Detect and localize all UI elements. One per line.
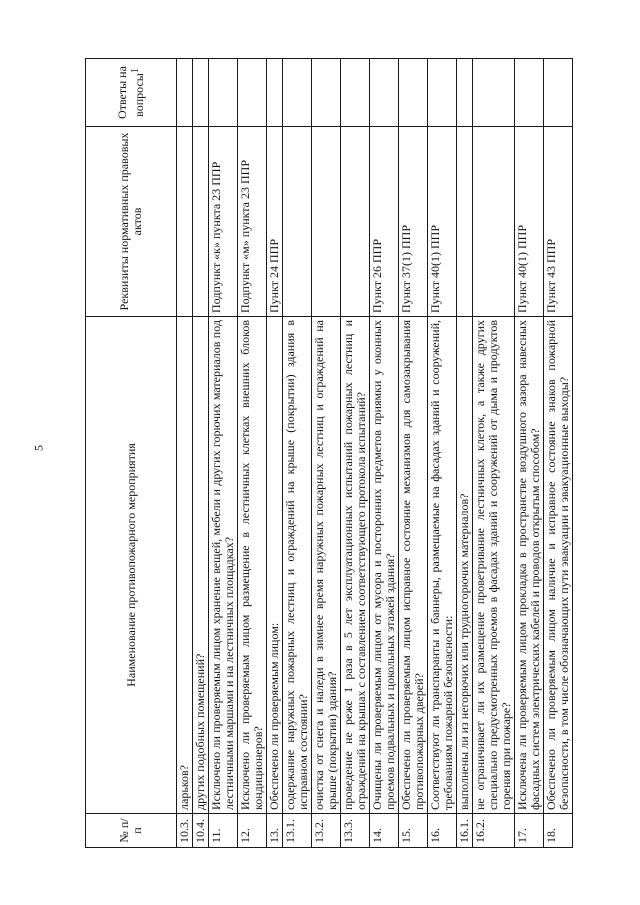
row-requisites: Подпункт «к» пункта 23 ППР [209, 126, 238, 316]
row-text: содержание наружных пожарных лестниц и ограждений на крыше (покрытии) здания в исправном состоянии? [283, 316, 312, 813]
table-row [544, 58, 573, 847]
row-text: других подобных помещений? [193, 316, 209, 813]
row-number: 16.1. [457, 813, 473, 847]
row-text: Соответствуют ли транспаранты и баннеры, размещаемые на фасадах зданий и сооружений, требованиям пожарной безопасности: [428, 316, 457, 813]
row-answer-cell[interactable] [209, 58, 238, 126]
header-name: Наименование противопожарного мероприятия [86, 316, 177, 813]
row-answer-cell[interactable] [177, 58, 193, 126]
row-requisites [457, 126, 473, 316]
row-answer-cell[interactable] [267, 58, 283, 126]
header-answers-footnote: 1 [130, 67, 141, 73]
row-number: 12. [238, 813, 267, 847]
row-requisites [473, 126, 515, 316]
row-text: Исключено ли проверяемым лицом хранение вещей, мебели и других горючих материалов под лестничными маршами и на лестничных площадках? [209, 316, 238, 813]
table-row [370, 58, 399, 847]
rotated-page [85, 58, 571, 848]
table-row [428, 58, 457, 847]
row-number: 10.4. [193, 813, 209, 847]
row-number: 15. [399, 813, 428, 847]
row-requisites: Пункт 40(1) ППР [428, 126, 457, 316]
row-number: 13. [267, 813, 283, 847]
row-requisites [312, 126, 341, 316]
row-text: не ограничивает ли их размещение проветривание лестничных клеток, а также других специально предусмотренных проемов в фасадах зданий и сооружений от дыма и продуктов горения при пожаре? [473, 316, 515, 813]
row-number: 13.1. [283, 813, 312, 847]
row-requisites: Пункт 26 ППР [370, 126, 399, 316]
table-header-row [86, 58, 177, 847]
table-row [283, 58, 312, 847]
row-answer-cell[interactable] [193, 58, 209, 126]
table-row [341, 58, 370, 847]
row-number: 18. [544, 813, 573, 847]
row-number: 11. [209, 813, 238, 847]
row-text: проведение не реже 1 раза в 5 лет эксплуатационных испытаний пожарных лестниц и ограждений на крышах с составлением соответствующего протокола испытаний? [341, 316, 370, 813]
row-number: 16. [428, 813, 457, 847]
checklist-table [85, 58, 573, 848]
row-answer-cell[interactable] [370, 58, 399, 126]
row-number: 13.3. [341, 813, 370, 847]
table-row [193, 58, 209, 847]
row-requisites: Пункт 37(1) ППР [399, 126, 428, 316]
row-text: Обеспечено ли проверяемым лицом исправное состояние механизмов для самозакрывания противопожарных дверей? [399, 316, 428, 813]
row-text: Обеспечено ли проверяемым лицом: [267, 316, 283, 813]
row-answer-cell[interactable] [515, 58, 544, 126]
row-answer-cell[interactable] [341, 58, 370, 126]
row-text: Исключена ли проверяемым лицом прокладка в пространстве воздушного зазора навесных фасадных систем электрических кабелей и проводов открытым способом? [515, 316, 544, 813]
row-answer-cell[interactable] [428, 58, 457, 126]
header-answers [86, 58, 177, 126]
row-answer-cell[interactable] [399, 58, 428, 126]
row-answer-cell[interactable] [457, 58, 473, 126]
row-requisites: Пункт 40(1) ППР [515, 126, 544, 316]
row-answer-cell[interactable] [238, 58, 267, 126]
table-row [473, 58, 515, 847]
table-row [267, 58, 283, 847]
table-body [177, 58, 573, 847]
row-number: 13.2. [312, 813, 341, 847]
header-num: № п/п [86, 813, 177, 847]
row-answer-cell[interactable] [283, 58, 312, 126]
row-number: 14. [370, 813, 399, 847]
row-answer-cell[interactable] [473, 58, 515, 126]
table-row [209, 58, 238, 847]
table-row [177, 58, 193, 847]
row-requisites [193, 126, 209, 316]
row-requisites: Пункт 43 ППР [544, 126, 573, 316]
row-requisites [177, 126, 193, 316]
row-text: очистка от снега и наледи в зимнее время наружных пожарных лестниц и ограждений на крыше (покрытии) здания? [312, 316, 341, 813]
row-requisites: Пункт 24 ППР [267, 126, 283, 316]
page-number: 5 [31, 445, 46, 451]
table-row [312, 58, 341, 847]
row-text: ларьков? [177, 316, 193, 813]
row-number: 16.2. [473, 813, 515, 847]
row-answer-cell[interactable] [312, 58, 341, 126]
row-requisites: Подпункт «м» пункта 23 ППР [238, 126, 267, 316]
table-row [238, 58, 267, 847]
row-number: 10.3. [177, 813, 193, 847]
table-row [457, 58, 473, 847]
header-answers-text: Ответы на вопросы [115, 65, 146, 119]
row-requisites [283, 126, 312, 316]
row-text: Очищены ли проверяемым лицом от мусора и посторонних предметов приямки у оконных проемов подвальных и цокольных этажей здания? [370, 316, 399, 813]
row-text: Обеспечено ли проверяемым лицом наличие и исправное состояние знаков пожарной безопасности, в том числе обозначающих пути эвакуации и эвакуационные выходы? [544, 316, 573, 813]
row-number: 17. [515, 813, 544, 847]
table-row [515, 58, 544, 847]
row-answer-cell[interactable] [544, 58, 573, 126]
row-text: Исключено ли проверяемым лицом размещение в лестничных клетках внешних блоков кондиционеров? [238, 316, 267, 813]
header-requisites: Реквизиты нормативных правовых актов [86, 126, 177, 316]
table-row [399, 58, 428, 847]
row-text: выполнены ли из негорючих или трудногорючих материалов? [457, 316, 473, 813]
row-requisites [341, 126, 370, 316]
